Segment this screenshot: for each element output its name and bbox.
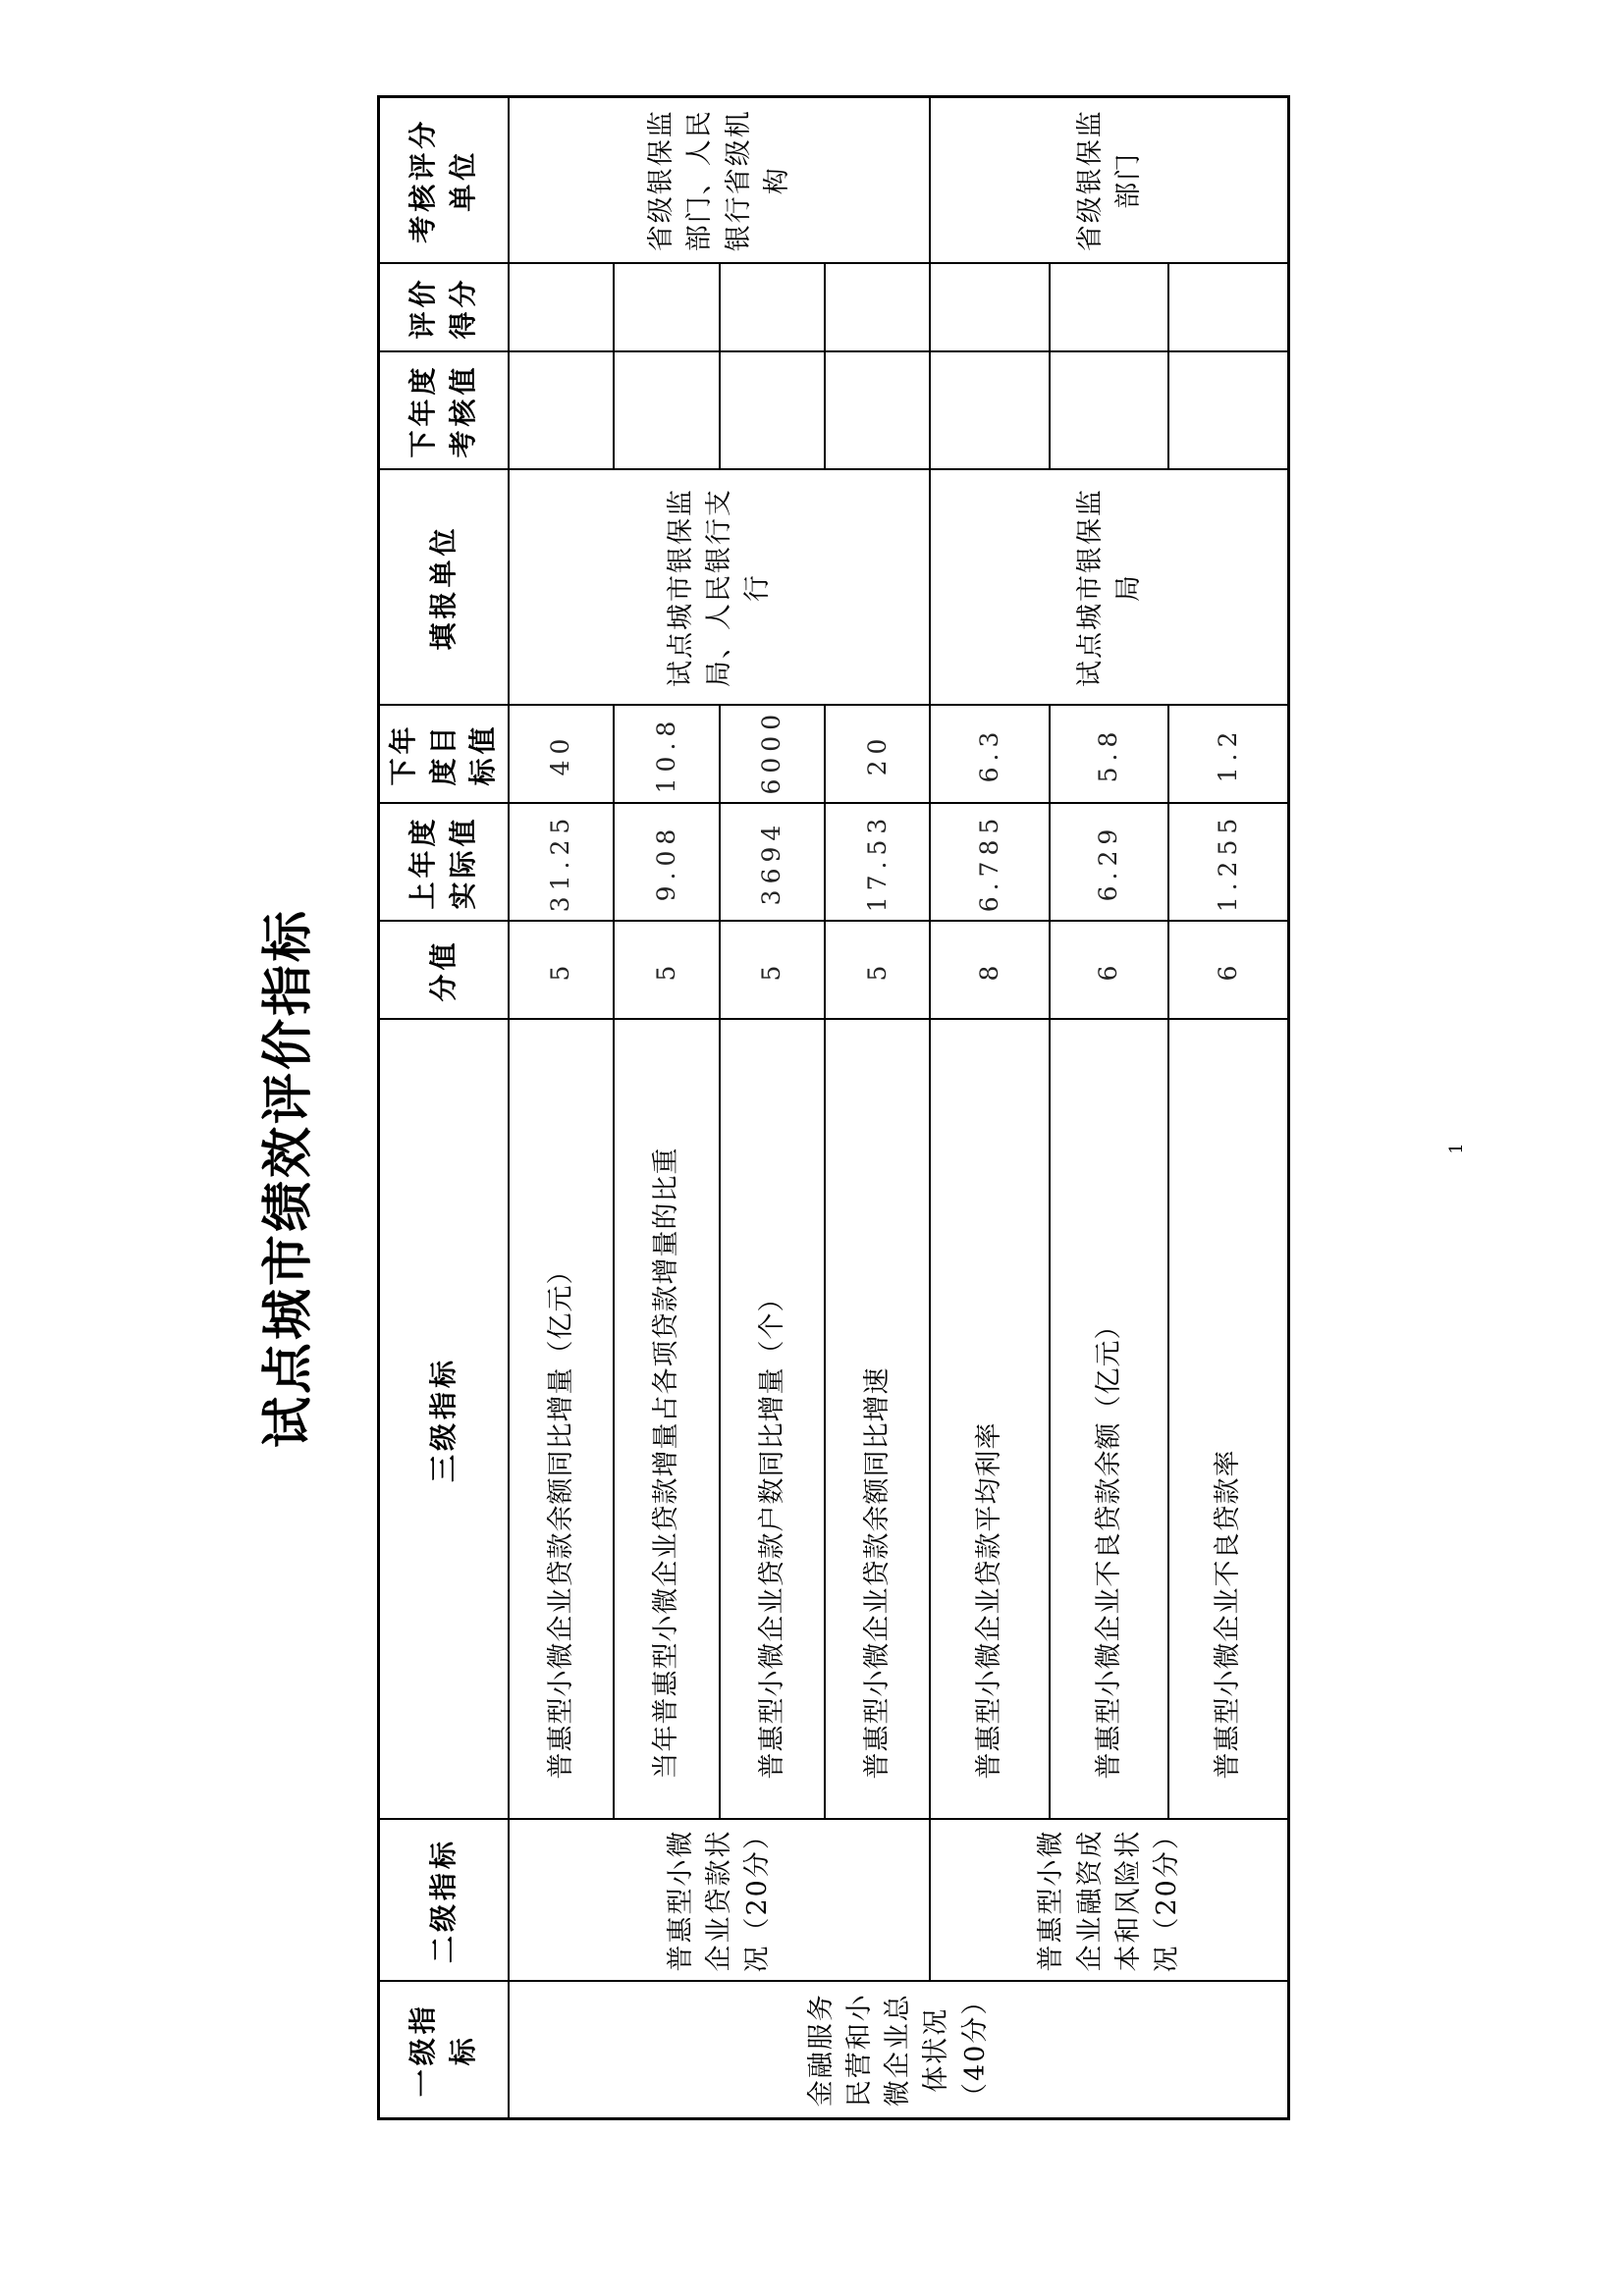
evaluation-score-input[interactable] — [720, 264, 825, 352]
header-level2: 二级指标 — [379, 1820, 509, 1982]
indicator-cell: 普惠型小微企业贷款余额同比增量（亿元） — [509, 1020, 614, 1820]
next-year-target-cell: 1.2 — [1168, 706, 1289, 804]
table-row — [720, 97, 825, 2119]
score-cell: 6 — [1050, 922, 1168, 1020]
reporting-unit-cell: 试点城市银保监局 — [930, 470, 1288, 706]
last-year-actual-cell: 1.255 — [1168, 804, 1289, 922]
header-row — [379, 97, 509, 2119]
last-year-actual-cell: 6.29 — [1050, 804, 1168, 922]
assessing-unit-cell: 省级银保监部门、人民银行省级机构 — [509, 97, 931, 264]
score-cell: 5 — [509, 922, 614, 1020]
header-next-year-target: 下年度目标值 — [379, 706, 509, 804]
next-year-assessment-input[interactable] — [1168, 352, 1289, 470]
table-row — [614, 97, 719, 2119]
header-evaluation-score: 评价得分 — [379, 264, 509, 352]
indicator-cell: 普惠型小微企业贷款平均利率 — [930, 1020, 1049, 1820]
last-year-actual-cell: 6.785 — [930, 804, 1049, 922]
level2-cell: 普惠型小微企业贷款状况（20分） — [509, 1820, 931, 1982]
document-title: 试点城市绩效评价指标 — [259, 908, 318, 1449]
header-score: 分值 — [379, 922, 509, 1020]
next-year-target-cell: 20 — [825, 706, 930, 804]
header-level3: 三级指标 — [379, 1020, 509, 1820]
last-year-actual-cell: 9.08 — [614, 804, 719, 922]
indicator-cell: 当年普惠型小微企业贷款增量占各项贷款增量的比重 — [614, 1020, 719, 1820]
table-row — [930, 97, 1049, 2119]
header-reporting-unit: 填报单位 — [379, 470, 509, 706]
table-row — [825, 97, 930, 2119]
evaluation-score-input[interactable] — [614, 264, 719, 352]
evaluation-score-input[interactable] — [509, 264, 614, 352]
assessing-unit-cell: 省级银保监部门 — [930, 97, 1288, 264]
next-year-target-cell: 6.3 — [930, 706, 1049, 804]
next-year-target-cell: 10.8 — [614, 706, 719, 804]
next-year-assessment-input[interactable] — [825, 352, 930, 470]
score-cell: 5 — [825, 922, 930, 1020]
next-year-assessment-input[interactable] — [1050, 352, 1168, 470]
next-year-assessment-input[interactable] — [930, 352, 1049, 470]
evaluation-score-input[interactable] — [1050, 264, 1168, 352]
indicator-cell: 普惠型小微企业贷款户数同比增量（个） — [720, 1020, 825, 1820]
indicator-cell: 普惠型小微企业不良贷款率 — [1168, 1020, 1289, 1820]
next-year-target-cell: 40 — [509, 706, 614, 804]
last-year-actual-cell: 17.53 — [825, 804, 930, 922]
next-year-target-cell: 5.8 — [1050, 706, 1168, 804]
score-cell: 5 — [614, 922, 719, 1020]
next-year-assessment-input[interactable] — [720, 352, 825, 470]
next-year-target-cell: 6000 — [720, 706, 825, 804]
evaluation-table — [377, 95, 1290, 2120]
table-row — [509, 97, 614, 2119]
evaluation-score-input[interactable] — [825, 264, 930, 352]
next-year-assessment-input[interactable] — [509, 352, 614, 470]
header-level1: 一级指标 — [379, 1982, 509, 2119]
indicator-cell: 普惠型小微企业贷款余额同比增速 — [825, 1020, 930, 1820]
level1-cell: 金融服务民营和小微企业总体状况（40分） — [509, 1982, 1289, 2119]
last-year-actual-cell: 3694 — [720, 804, 825, 922]
table-row — [1050, 97, 1168, 2119]
next-year-assessment-input[interactable] — [614, 352, 719, 470]
evaluation-table-wrapper — [377, 98, 1290, 2120]
header-next-year-assessment: 下年度考核值 — [379, 352, 509, 470]
indicator-cell: 普惠型小微企业不良贷款余额（亿元） — [1050, 1020, 1168, 1820]
evaluation-score-input[interactable] — [930, 264, 1049, 352]
last-year-actual-cell: 31.25 — [509, 804, 614, 922]
page-number: 1 — [1446, 1143, 1467, 1154]
reporting-unit-cell: 试点城市银保监局、人民银行支行 — [509, 470, 931, 706]
score-cell: 6 — [1168, 922, 1289, 1020]
table-row — [1168, 97, 1289, 2119]
header-last-year-actual: 上年度实际值 — [379, 804, 509, 922]
score-cell: 5 — [720, 922, 825, 1020]
level2-cell: 普惠型小微企业融资成本和风险状况（20分） — [930, 1820, 1288, 1982]
score-cell: 8 — [930, 922, 1049, 1020]
evaluation-score-input[interactable] — [1168, 264, 1289, 352]
header-assessing-unit: 考核评分单位 — [379, 97, 509, 264]
